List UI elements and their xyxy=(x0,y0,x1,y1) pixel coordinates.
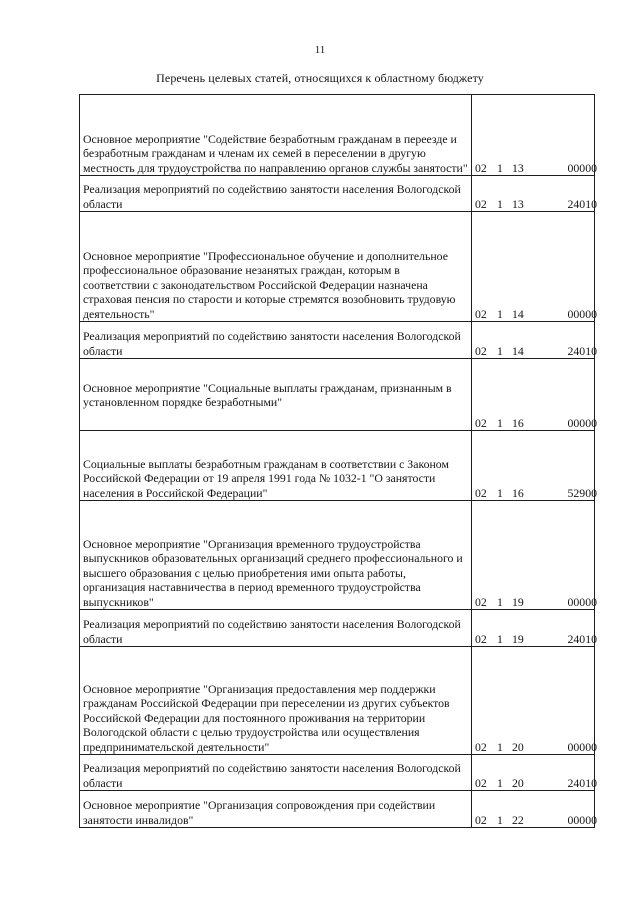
code-program: 02 xyxy=(475,415,487,430)
row-code xyxy=(472,212,595,322)
code-event: 22 xyxy=(512,812,524,827)
table-row xyxy=(80,359,595,431)
row-description: Основное мероприятие "Организация сопровождения при содействии занятости инвалидов" xyxy=(80,791,472,828)
row-code xyxy=(472,610,595,647)
code-direction: 00000 xyxy=(567,739,597,754)
row-code xyxy=(472,95,595,176)
table-row xyxy=(80,647,595,755)
code-subprogram: 1 xyxy=(497,739,503,754)
code-event: 13 xyxy=(512,196,524,211)
code-subprogram: 1 xyxy=(497,306,503,321)
code-direction: 00000 xyxy=(567,160,597,175)
code-subprogram: 1 xyxy=(497,343,503,358)
table-row xyxy=(80,501,595,610)
page-title: Перечень целевых статей, относящихся к областному бюджету xyxy=(156,71,484,85)
code-program: 02 xyxy=(475,196,487,211)
table-row xyxy=(80,755,595,791)
code-event: 13 xyxy=(512,160,524,175)
row-description: Реализация мероприятий по содействию занятости населения Вологодской области xyxy=(80,322,472,359)
code-direction: 00000 xyxy=(567,415,597,430)
row-code xyxy=(472,791,595,828)
code-direction: 24010 xyxy=(567,775,597,790)
code-subprogram: 1 xyxy=(497,415,503,430)
row-code xyxy=(472,359,595,431)
row-description: Основное мероприятие "Социальные выплаты гражданам, признанным в установленном порядке безработными" xyxy=(80,359,472,431)
row-code xyxy=(472,176,595,212)
code-event: 16 xyxy=(512,415,524,430)
row-description: Социальные выплаты безработным гражданам в соответствии с Законом Российской Федерации от 19 апреля 1991 года № 1032-1 "О занятости населения в Российской Федерации" xyxy=(80,431,472,501)
code-subprogram: 1 xyxy=(497,775,503,790)
code-program: 02 xyxy=(475,812,487,827)
code-event: 20 xyxy=(512,775,524,790)
row-description: Основное мероприятие "Профессиональное обучение и дополнительное профессиональное образование незанятых граждан, которым в соответствии с законодательством Российской Федерации назначена страховая пенсия по старости и которые стремятся возобновить трудовую деятельность" xyxy=(80,212,472,322)
table-row xyxy=(80,212,595,322)
code-subprogram: 1 xyxy=(497,196,503,211)
code-program: 02 xyxy=(475,485,487,500)
code-direction: 00000 xyxy=(567,594,597,609)
code-event: 14 xyxy=(512,306,524,321)
code-direction: 24010 xyxy=(567,631,597,646)
code-subprogram: 1 xyxy=(497,631,503,646)
row-code xyxy=(472,501,595,610)
code-subprogram: 1 xyxy=(497,160,503,175)
table-row xyxy=(80,95,595,176)
row-code xyxy=(472,431,595,501)
code-program: 02 xyxy=(475,160,487,175)
table-row xyxy=(80,791,595,828)
code-event: 19 xyxy=(512,594,524,609)
table-row xyxy=(80,431,595,501)
row-description: Основное мероприятие "Организация предоставления мер поддержки гражданам Российской Федерации при переселении из других субъектов Российской Федерации для постоянного проживания на территории Вологодской области с целью трудоустройства или осуществления предпринимательской деятельности" xyxy=(80,647,472,755)
code-direction: 24010 xyxy=(567,343,597,358)
row-code xyxy=(472,755,595,791)
target-articles-table xyxy=(79,94,595,828)
code-program: 02 xyxy=(475,631,487,646)
code-direction: 24010 xyxy=(567,196,597,211)
row-code xyxy=(472,322,595,359)
code-subprogram: 1 xyxy=(497,594,503,609)
page-number: 11 xyxy=(314,44,326,56)
code-program: 02 xyxy=(475,775,487,790)
row-description: Реализация мероприятий по содействию занятости населения Вологодской области xyxy=(80,176,472,212)
row-code xyxy=(472,647,595,755)
code-event: 14 xyxy=(512,343,524,358)
code-direction: 00000 xyxy=(567,812,597,827)
code-event: 19 xyxy=(512,631,524,646)
code-event: 20 xyxy=(512,739,524,754)
row-description: Реализация мероприятий по содействию занятости населения Вологодской области xyxy=(80,610,472,647)
code-direction: 52900 xyxy=(567,485,597,500)
code-program: 02 xyxy=(475,594,487,609)
code-direction: 00000 xyxy=(567,306,597,321)
code-program: 02 xyxy=(475,343,487,358)
code-subprogram: 1 xyxy=(497,485,503,500)
code-program: 02 xyxy=(475,739,487,754)
row-description: Основное мероприятие "Организация временного трудоустройства выпускников образовательных организаций среднего профессионального и высшего образования с целью приобретения ими опыта работы, организация наставничества в период временного трудоустройства выпускников" xyxy=(80,501,472,610)
code-program: 02 xyxy=(475,306,487,321)
row-description: Основное мероприятие "Содействие безработным гражданам в переезде и безработным гражданам и членам их семей в переселении в другую местность для трудоустройства по направлению органов службы занятости" xyxy=(80,95,472,176)
code-subprogram: 1 xyxy=(497,812,503,827)
table-row xyxy=(80,610,595,647)
row-description: Реализация мероприятий по содействию занятости населения Вологодской области xyxy=(80,755,472,791)
code-event: 16 xyxy=(512,485,524,500)
table-row xyxy=(80,322,595,359)
table-row xyxy=(80,176,595,212)
